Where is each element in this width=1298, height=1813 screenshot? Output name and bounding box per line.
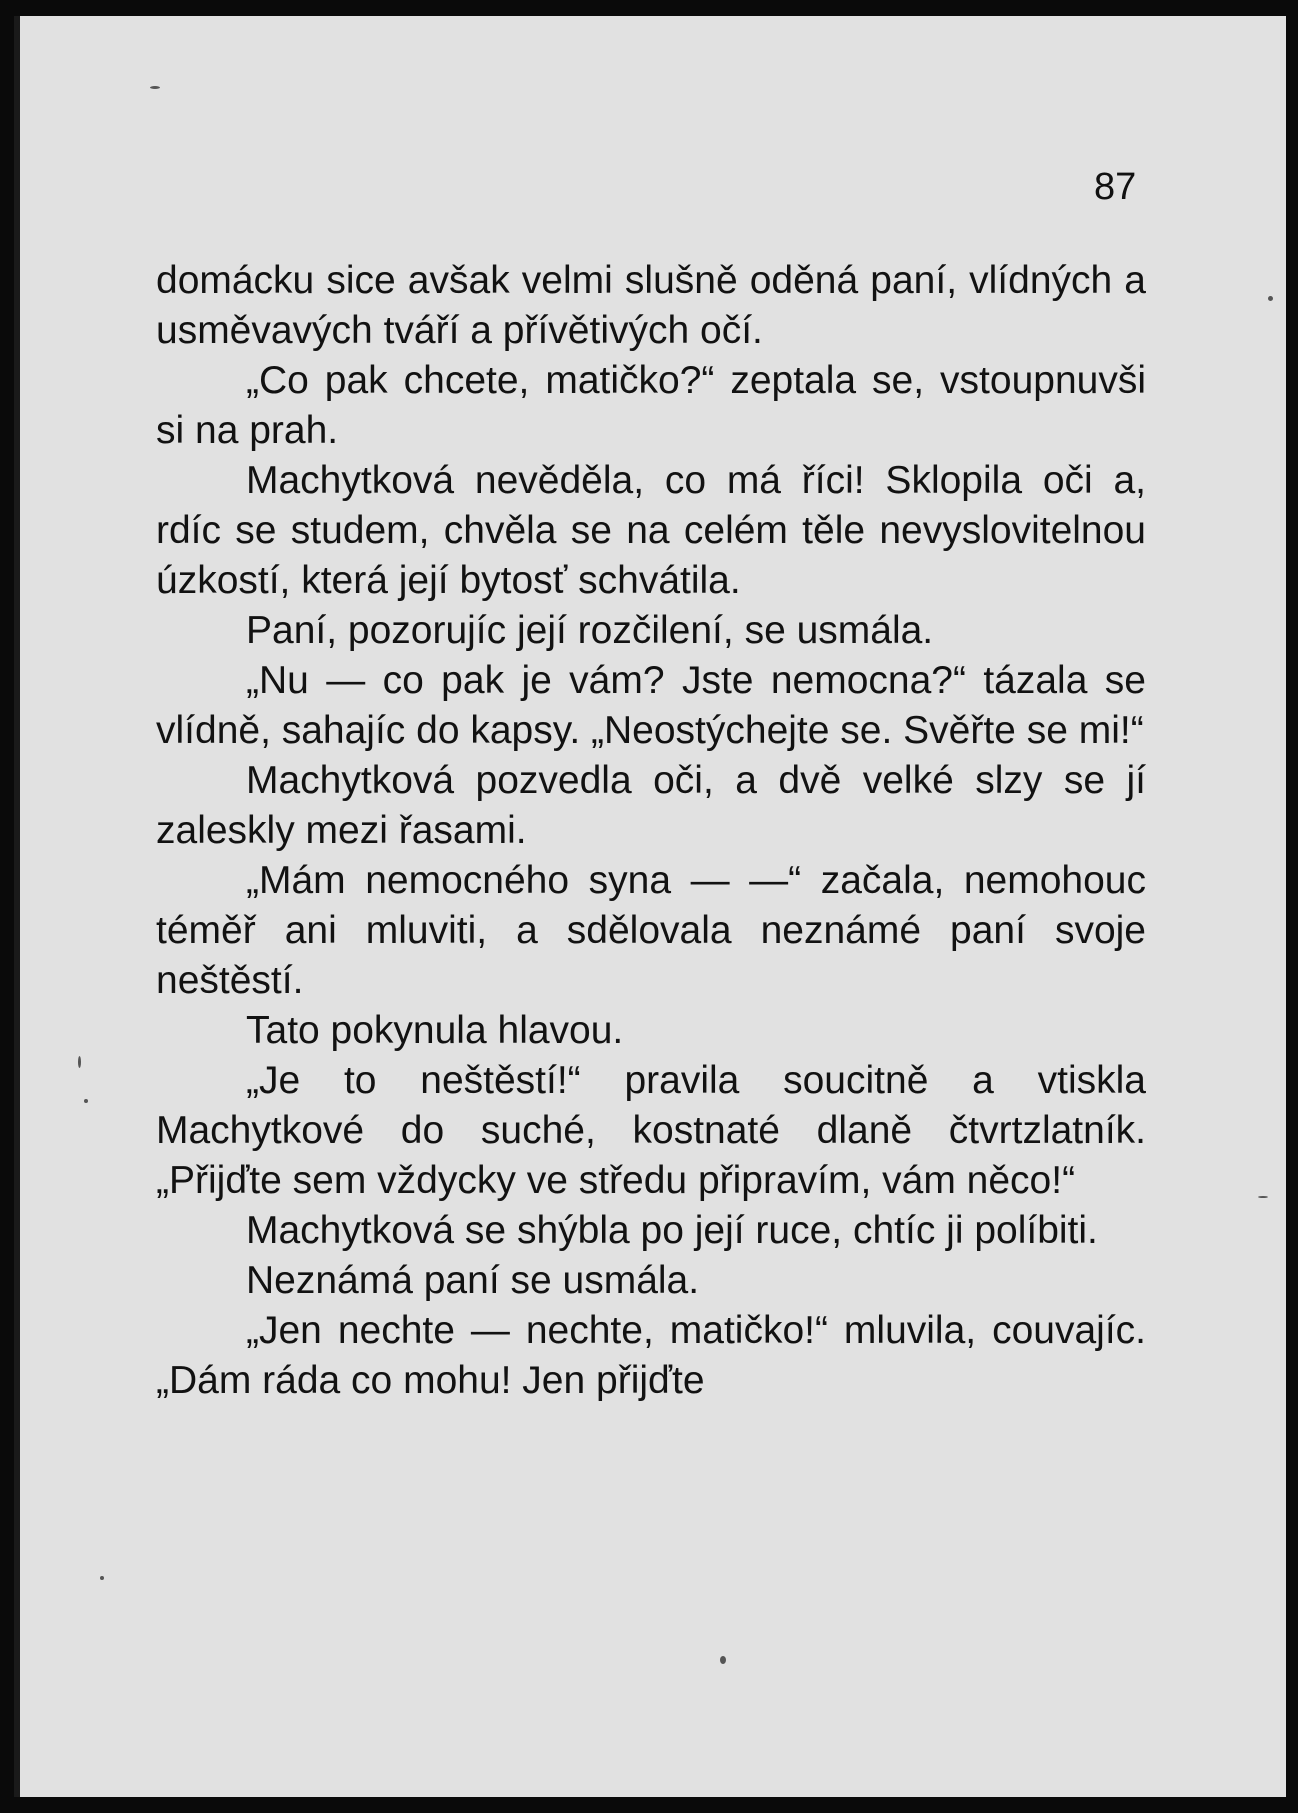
paper-speck bbox=[1258, 1196, 1268, 1198]
paper-speck bbox=[100, 1576, 104, 1580]
paper-speck bbox=[720, 1656, 726, 1664]
paragraph: Machytková pozvedla oči, a dvě velké slzy se jí zaleskly mezi řasami. bbox=[156, 759, 1146, 852]
paragraph: „Nu — co pak je vám? Jste nemocna?“ tázala se vlídně, sahajíc do kapsy. „Neostýchejte se. Svěřte se mi!“ bbox=[156, 659, 1146, 752]
book-page bbox=[14, 16, 1286, 1797]
paragraph: „Co pak chcete, matičko?“ zeptala se, vstoupnuvši si na prah. bbox=[156, 359, 1146, 452]
paragraph: Neznámá paní se usmála. bbox=[246, 1259, 700, 1302]
paragraph: Tato pokynula hlavou. bbox=[246, 1009, 624, 1052]
paper-speck bbox=[78, 1056, 81, 1068]
paper-speck bbox=[1268, 296, 1273, 301]
page-number: 87 bbox=[1094, 166, 1137, 208]
paragraph: Machytková se shýbla po její ruce, chtíc ji políbiti. bbox=[246, 1209, 1098, 1252]
paragraph: Machytková nevěděla, co má říci! Sklopila oči a, rdíc se studem, chvěla se na celém těle nevyslovitelnou úzkostí, která její bytosť schvátila. bbox=[156, 459, 1146, 602]
paper-speck bbox=[150, 86, 160, 89]
paragraph: „Je to neštěstí!“ pravila soucitně a vtiskla Machytkové do suché, kostnaté dlaně čtvrtzlatník. „Přijďte sem vždycky ve středu připravím, vám něco!“ bbox=[156, 1059, 1146, 1202]
paragraph: „Jen nechte — nechte, matičko!“ mluvila, couvajíc. „Dám ráda co mohu! Jen přijďte bbox=[156, 1309, 1146, 1402]
paragraph: „Mám nemocného syna — —“ začala, nemohouc téměř ani mluviti, a sdělovala neznámé paní svoje neštěstí. bbox=[156, 859, 1146, 1002]
paper-speck bbox=[84, 1099, 88, 1103]
body-text bbox=[156, 256, 1146, 1406]
paragraph: domácku sice avšak velmi slušně oděná paní, vlídných a usměvavých tváří a přívětivých očí. bbox=[156, 259, 1146, 352]
paragraph: Paní, pozorujíc její rozčilení, se usmála. bbox=[246, 609, 934, 652]
